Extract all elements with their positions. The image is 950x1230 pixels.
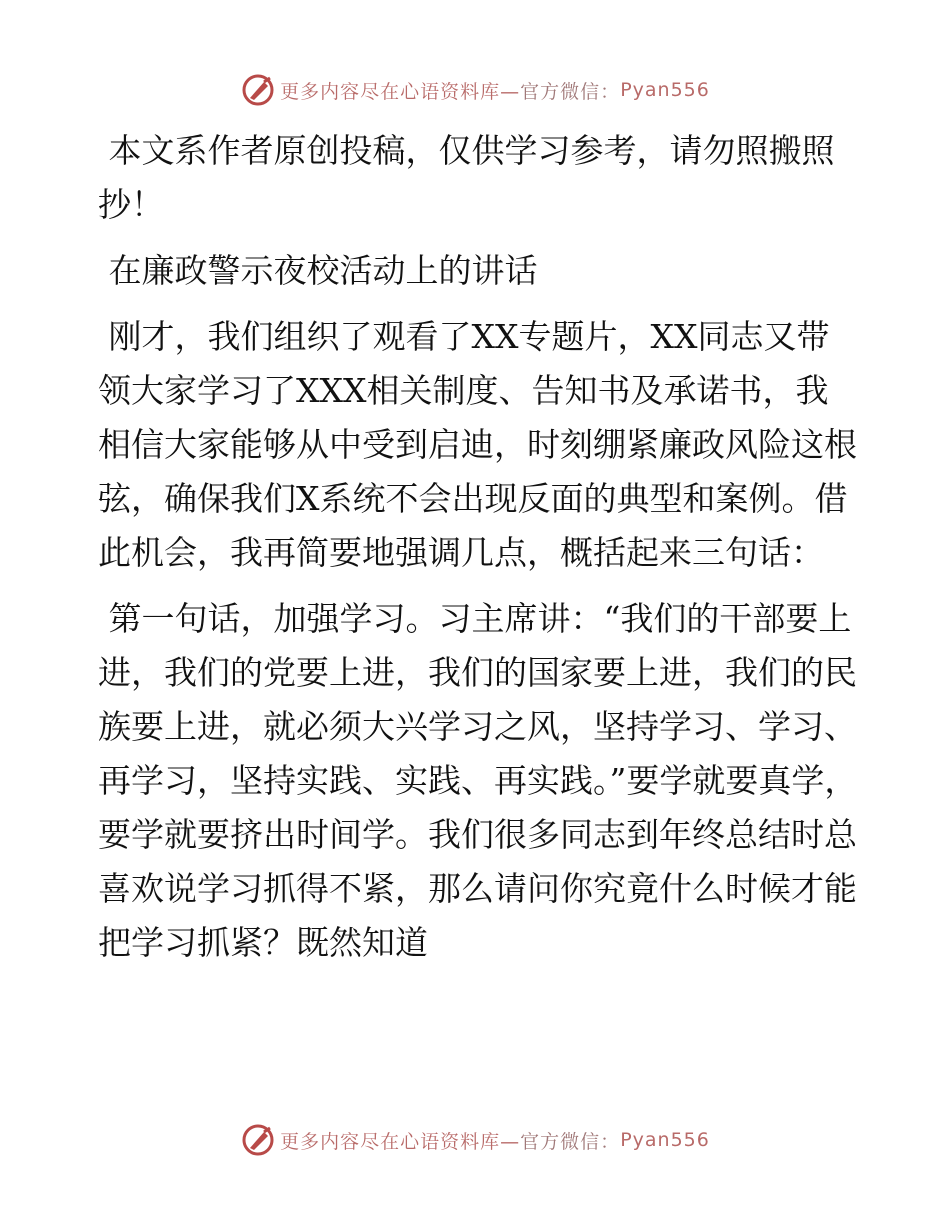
watermark-footer xyxy=(0,1120,950,1160)
watermark-text: 更多内容尽在心语资料库— xyxy=(280,1130,521,1153)
speech-title: 在廉政警示夜校活动上的讲话 xyxy=(98,251,538,290)
watermark-text: 更多内容尽在心语资料库— xyxy=(280,80,521,103)
copyright-notice: 本文系作者原创投稿，仅供学习参考，请勿照搬照抄！ xyxy=(98,131,835,224)
paragraph-intro: 刚才，我们组织了观看了XX专题片，XX同志又带领大家学习了XXX相关制度、告知书及承诺书，我相信大家能够从中受到启迪，时刻绷紧廉政风险这根弦，确保我们X系统不会出现反面的典型和案例。借此机会，我再简要地强调几点，概括起来三句话： xyxy=(98,317,857,572)
watermark-wechat-label: 官方微信： xyxy=(520,1130,621,1153)
watermark-header xyxy=(0,70,950,110)
watermark-wechat-id: Pyan556 xyxy=(620,1129,710,1151)
document-body xyxy=(98,124,858,970)
paragraph-first-point: 第一句话，加强学习。习主席讲：“我们的干部要上进，我们的党要上进，我们的国家要上进，我们的民族要上进，就必须大兴学习之风，坚持学习、学习、再学习，坚持实践、实践、再实践。”要学就要真学，要学就要挤出时间学。我们很多同志到年终总结时总喜欢说学习抓得不紧，那么请问你究竟什么时候才能把学习抓紧？既然知道 xyxy=(98,599,858,962)
pen-nib-circle-icon xyxy=(240,1122,276,1158)
watermark-wechat-id: Pyan556 xyxy=(620,79,710,101)
pen-nib-circle-icon xyxy=(240,72,276,108)
watermark-wechat-label: 官方微信： xyxy=(520,80,621,103)
